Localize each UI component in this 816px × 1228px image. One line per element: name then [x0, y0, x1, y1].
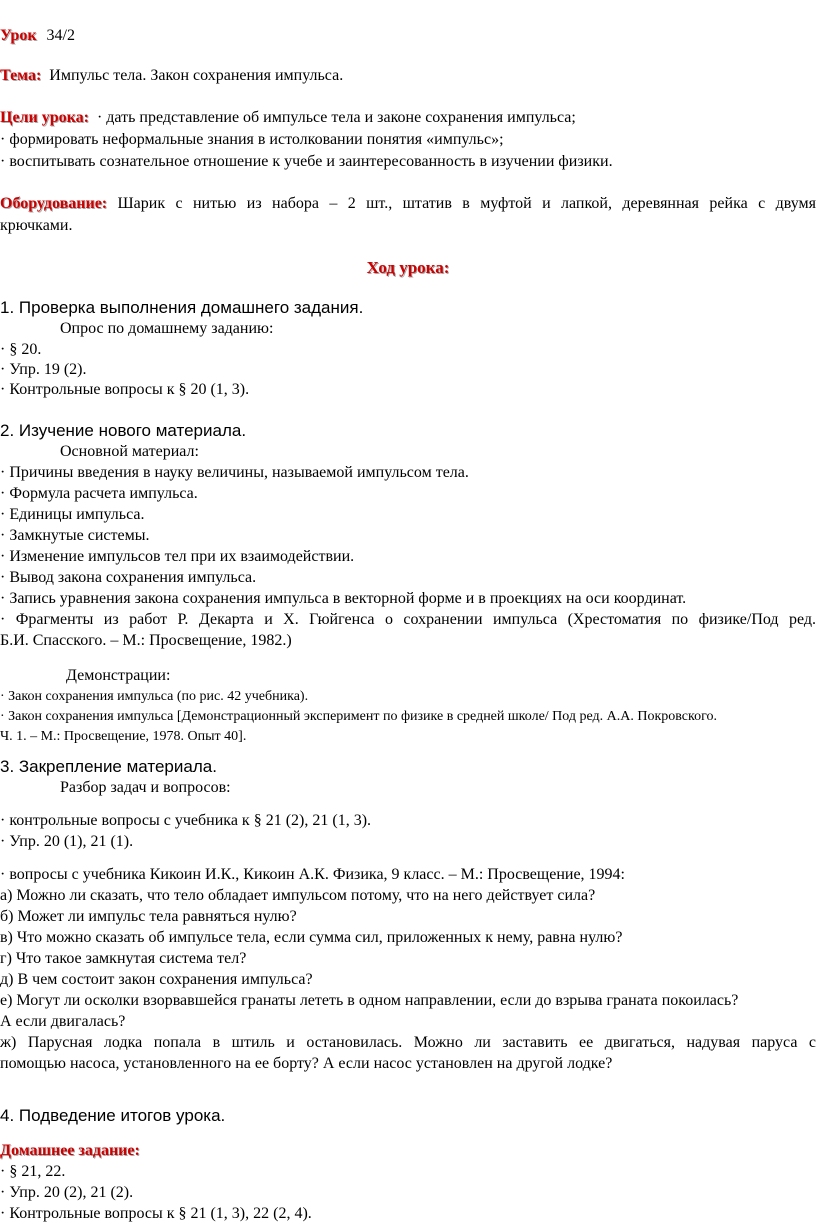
fragment-line-cont: Б.И. Спасского. – М.: Просвещение, 1982.) — [0, 632, 292, 649]
list-item: · Причины введения в науку величины, называемой импульсом тела. — [0, 464, 469, 481]
demo-item-cont: Ч. 1. – М.: Просвещение, 1978. Опыт 40]. — [0, 729, 247, 744]
demo-item: · Закон сохранения импульса (по рис. 42 учебника). — [0, 689, 309, 704]
question-item: б) Может ли импульс тела равняться нулю? — [0, 908, 297, 925]
question-item: е) Могут ли осколки взорвавшейся гранаты лететь в одном направлении, если до взрыва граната покоилась? — [0, 992, 739, 1009]
goals-line — [0, 108, 576, 128]
demo-item: · Закон сохранения импульса [Демонстрационный эксперимент по физике в средней школе/ Под ред. А.А. Покровского. — [0, 709, 718, 724]
fragment-line: · Фрагменты из работ Р. Декарта и Х. Гюйгенса о сохранении импульса (Хрестоматия по физике/Под ред. — [0, 611, 816, 628]
question-item: д) В чем состоит закон сохранения импульса? — [0, 971, 313, 988]
lesson-number: 34/2 — [46, 27, 75, 44]
equipment-text-cont: крючками. — [0, 217, 73, 234]
section2-heading: 2. Изучение нового материала. — [0, 421, 247, 440]
section2-subheading: Основной материал: — [60, 443, 199, 460]
section1-subheading: Опрос по домашнему заданию: — [60, 320, 274, 337]
topic-label: Тема: — [0, 67, 42, 84]
section3-subheading: Разбор задач и вопросов: — [60, 779, 231, 796]
section1-heading: 1. Проверка выполнения домашнего задания. — [0, 298, 364, 317]
questions-intro: · вопросы с учебника Кикоин И.К., Кикоин А.К. Физика, 9 класс. – М.: Просвещение, 1994: — [0, 866, 625, 883]
equipment-label: Оборудование: — [0, 195, 108, 212]
list-item: · Упр. 20 (1), 21 (1). — [0, 833, 134, 850]
goals-item: · воспитывать сознательное отношение к учебе и заинтересованность в изучении физики. — [0, 153, 613, 170]
section3-heading: 3. Закрепление материала. — [0, 757, 217, 776]
list-item: · Упр. 19 (2). — [0, 361, 87, 378]
list-item: · § 21, 22. — [0, 1163, 66, 1180]
list-item: · Формула расчета импульса. — [0, 485, 198, 502]
homework-label: Домашнее задание: — [0, 1142, 140, 1159]
list-item: · § 20. — [0, 341, 42, 358]
question-item: в) Что можно сказать об импульсе тела, если сумма сил, приложенных к нему, равна нулю? — [0, 929, 623, 946]
goals-item: · формировать неформальные знания в истолковании понятия «импульс»; — [0, 131, 504, 148]
question-item: ж) Парусная лодка попала в штиль и остановилась. Можно ли заставить ее двигаться, надувая паруса с — [0, 1034, 816, 1051]
list-item: · Контрольные вопросы к § 21 (1, 3), 22 (2, 4). — [0, 1205, 312, 1222]
goals-label: Цели урока: — [0, 109, 89, 126]
list-item: · Единицы импульса. — [0, 506, 145, 523]
list-item: · Контрольные вопросы к § 20 (1, 3). — [0, 381, 250, 398]
equipment-line — [0, 194, 816, 214]
list-item: · Замкнутые системы. — [0, 527, 150, 544]
goals-first: · дать представление об импульсе тела и законе сохранения импульса; — [96, 109, 576, 126]
equipment-text: Шарик с нитью из набора – 2 шт., штатив в муфтой и лапкой, деревянная рейка с двумя — [117, 195, 816, 212]
list-item: · Упр. 20 (2), 21 (2). — [0, 1184, 134, 1201]
course-title: Ход урока: — [366, 258, 450, 277]
question-item: а) Можно ли сказать, что тело обладает импульсом потому, что на него действует сила? — [0, 887, 596, 904]
topic-text: Импульс тела. Закон сохранения импульса. — [49, 67, 344, 84]
lesson-line — [0, 26, 75, 46]
section4-heading: 4. Подведение итогов урока. — [0, 1106, 226, 1125]
list-item: · Изменение импульсов тел при их взаимодействии. — [0, 548, 355, 565]
demo-heading: Демонстрации: — [66, 667, 171, 684]
lesson-label: Урок — [0, 27, 37, 44]
question-item: г) Что такое замкнутая система тел? — [0, 950, 247, 967]
list-item: · контрольные вопросы с учебника к § 21 (2), 21 (1, 3). — [0, 812, 372, 829]
list-item: · Вывод закона сохранения импульса. — [0, 569, 257, 586]
question-item-cont: помощью насоса, установленного на ее борту? А если насос установлен на другой лодке? — [0, 1055, 613, 1072]
list-item: · Запись уравнения закона сохранения импульса в векторной форме и в проекциях на оси координат. — [0, 590, 687, 607]
question-item-cont: А если двигалась? — [0, 1013, 126, 1030]
topic-line — [0, 66, 343, 86]
